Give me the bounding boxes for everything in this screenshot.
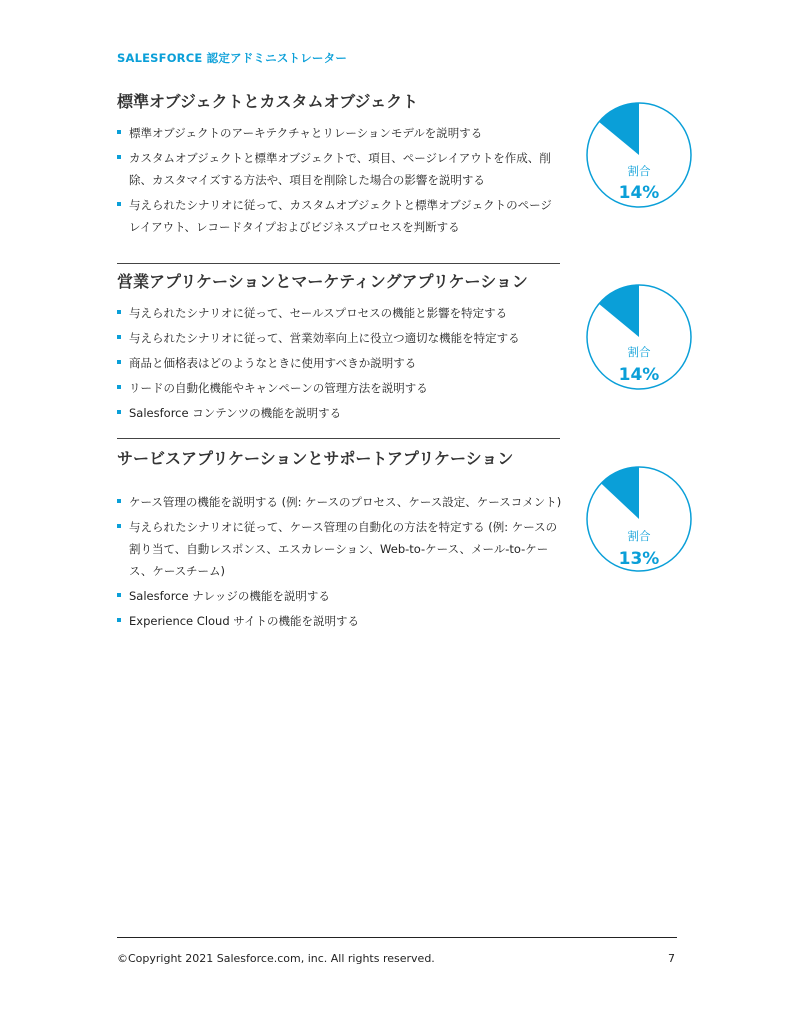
bullet-list: [117, 122, 562, 238]
list-item: 与えられたシナリオに従って、営業効率向上に役立つ適切な機能を特定する: [117, 327, 562, 349]
list-item: 商品と価格表はどのようなときに使用すべきか説明する: [117, 352, 562, 374]
list-item: Salesforce コンテンツの機能を説明する: [117, 402, 562, 424]
section-standard-custom-objects: [117, 92, 562, 241]
weight-value: 14%: [618, 183, 660, 203]
list-item: 与えられたシナリオに従って、ケース管理の自動化の方法を特定する (例: ケースの割り当て、自動レスポンス、エスカレーション、Web-to-ケース、メール-to-ケース、ケースチーム): [117, 516, 562, 582]
bullet-list: [117, 491, 562, 632]
document-header: SALESFORCE 認定アドミニストレーター: [117, 51, 348, 65]
section-service-support-apps: [117, 449, 562, 635]
list-item: Experience Cloud サイトの機能を説明する: [117, 610, 562, 632]
bullet-list: [117, 302, 562, 424]
weight-value: 13%: [618, 549, 660, 569]
section-sales-marketing-apps: [117, 272, 562, 427]
section-divider: [117, 263, 560, 264]
list-item: Salesforce ナレッジの機能を説明する: [117, 585, 562, 607]
section-title: サービスアプリケーションとサポートアプリケーション: [117, 449, 514, 468]
list-item: ケース管理の機能を説明する (例: ケースのプロセス、ケース設定、ケースコメント): [117, 491, 562, 513]
weight-label: 割合: [627, 529, 651, 543]
section-title: 標準オブジェクトとカスタムオブジェクト: [117, 92, 419, 111]
list-item: 与えられたシナリオに従って、セールスプロセスの機能と影響を特定する: [117, 302, 562, 324]
list-item: カスタムオブジェクトと標準オブジェクトで、項目、ページレイアウトを作成、削除、カスタマイズする方法や、項目を削除した場合の影響を説明する: [117, 147, 562, 191]
section-divider: [117, 438, 560, 439]
section-title: 営業アプリケーションとマーケティングアプリケーション: [117, 272, 528, 291]
weight-label: 割合: [627, 345, 651, 359]
list-item: 標準オブジェクトのアーキテクチャとリレーションモデルを説明する: [117, 122, 562, 144]
footer-divider: [117, 937, 677, 938]
page-number: 7: [668, 952, 675, 965]
weight-label: 割合: [627, 164, 651, 178]
copyright-text: ©Copyright 2021 Salesforce.com, inc. All rights reserved.: [117, 952, 435, 965]
list-item: リードの自動化機能やキャンペーンの管理方法を説明する: [117, 377, 562, 399]
list-item: 与えられたシナリオに従って、カスタムオブジェクトと標準オブジェクトのページレイアウト、レコードタイプおよびビジネスプロセスを判断する: [117, 194, 562, 238]
weight-value: 14%: [618, 365, 660, 385]
